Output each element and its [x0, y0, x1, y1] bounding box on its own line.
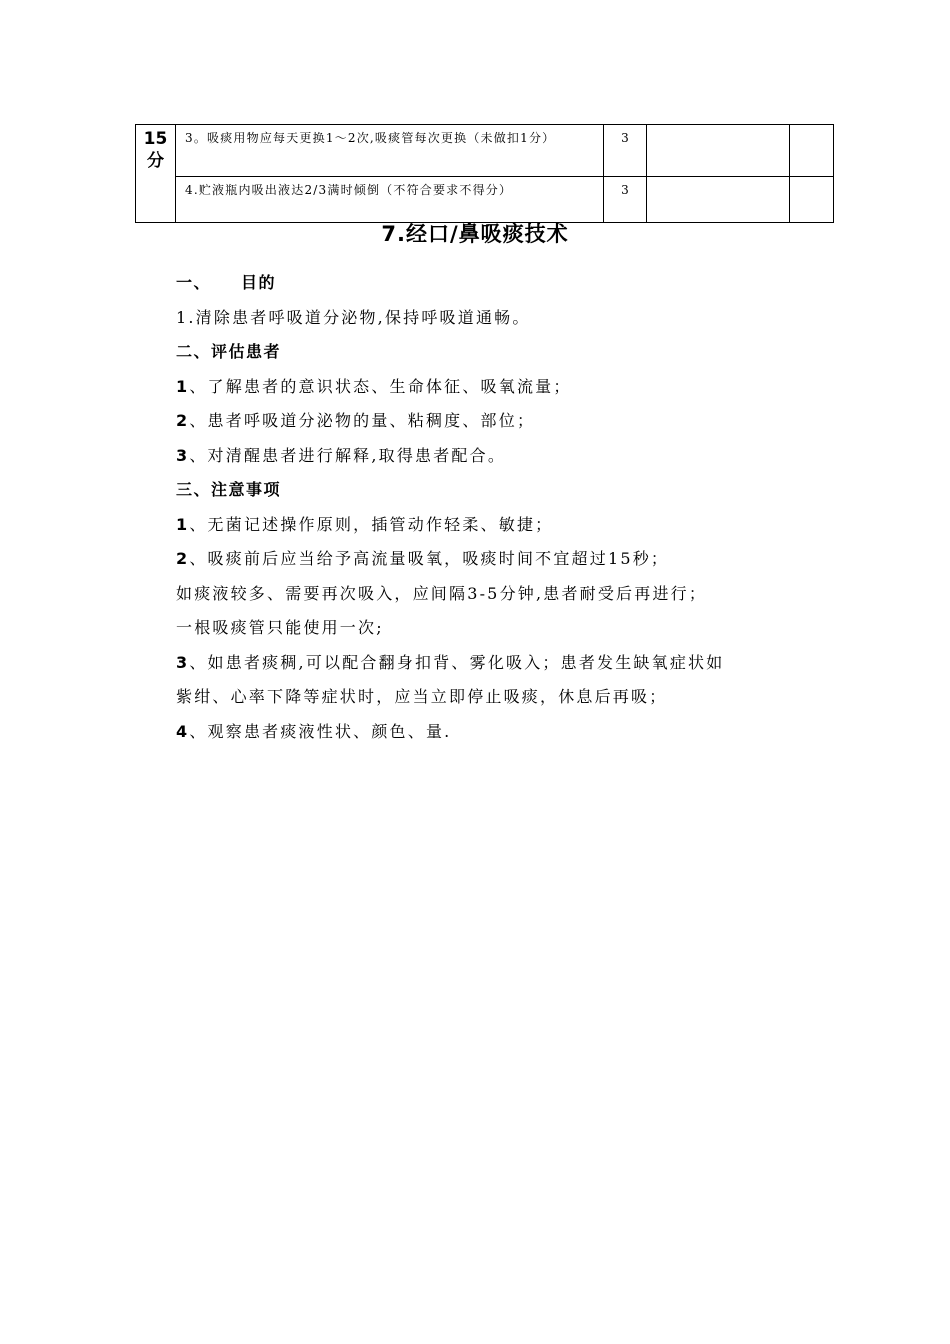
- assess-item-1: 1、了解患者的意识状态、生命体征、吸氧流量；: [176, 376, 572, 396]
- criteria-item: 3。吸痰用物应每天更换1～2次,吸痰管每次更换（未做扣1分）: [176, 125, 604, 177]
- section-heading-purpose: [176, 266, 826, 301]
- section-score-unit: 分: [147, 151, 164, 171]
- criteria-points: 3: [604, 125, 647, 177]
- remark-cell: [790, 125, 834, 177]
- notes-item-1: 1、无菌记述操作原则，插管动作轻柔、敏捷；: [176, 514, 554, 534]
- notes-item-4: 4、观察患者痰液性状、颜色、量.: [176, 721, 452, 741]
- notes-item-2-continued: 一根吸痰管只能使用一次;: [176, 618, 384, 637]
- table-row: [136, 125, 834, 177]
- scoring-table: [135, 124, 834, 223]
- deduction-cell: [647, 177, 790, 223]
- notes-item-3-continued: 紫绀、心率下降等症状时，应当立即停止吸痰，休息后再吸；: [176, 687, 668, 706]
- assess-item-2: 2、患者呼吸道分泌物的量、粘稠度、部位；: [176, 411, 536, 430]
- deduction-cell: [647, 125, 790, 177]
- remark-cell: [790, 177, 834, 223]
- purpose-item-1: 1.清除患者呼吸道分泌物,保持呼吸道通畅。: [176, 307, 531, 327]
- criteria-item: 4.贮液瓶内吸出液达2/3满时倾倒（不符合要求不得分）: [176, 177, 604, 223]
- assess-item-3: 3、对清醒患者进行解释,取得患者配合。: [176, 445, 507, 465]
- section-score-cell: [136, 125, 176, 223]
- notes-item-2: 2、吸痰前后应当给予高流量吸氧，吸痰时间不宜超过15秒；: [176, 549, 670, 568]
- document-body: [176, 266, 826, 749]
- section-heading-notes: 三、注意事项: [176, 480, 282, 499]
- section-heading-text: 目的: [241, 273, 277, 292]
- notes-item-3: 3、如患者痰稠,可以配合翻身扣背、雾化吸入；患者发生缺氧症状如: [176, 652, 725, 672]
- section-score-number: 15: [143, 129, 168, 149]
- notes-item-2-continued: 如痰液较多、需要再次吸入，应间隔3-5分钟,患者耐受后再进行；: [176, 583, 708, 603]
- section-heading-assess: 二、评估患者: [176, 342, 282, 361]
- criteria-points: 3: [604, 177, 647, 223]
- table-row: [136, 177, 834, 223]
- document-title: 7.经口/鼻吸痰技术: [381, 222, 569, 246]
- section-index: 一、: [176, 273, 212, 292]
